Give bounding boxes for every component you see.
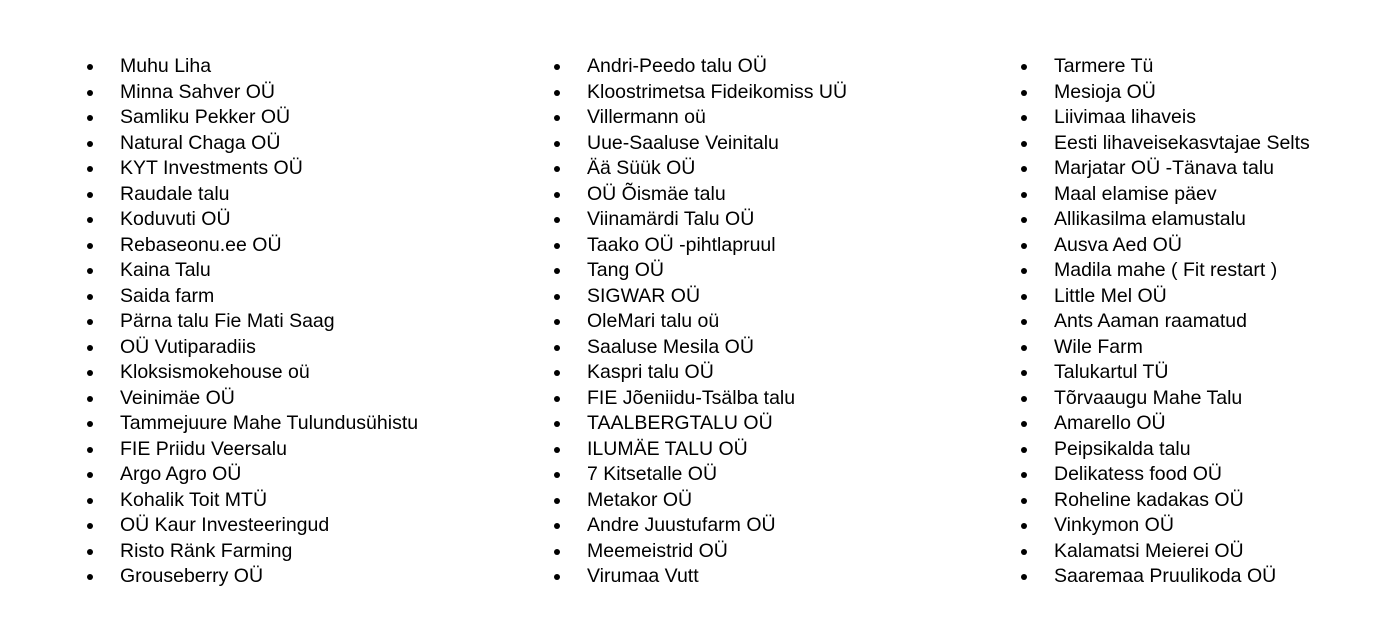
list-item-label: ILUMÄE TALU OÜ <box>587 437 748 460</box>
bullet-icon <box>84 258 120 284</box>
list-item-label: FIE Priidu Veersalu <box>120 437 287 460</box>
list-item-label: Allikasilma elamustalu <box>1054 208 1246 230</box>
bullet-icon <box>551 131 587 157</box>
list-item-label: Vinkymon OÜ <box>1054 514 1174 536</box>
bullet-icon <box>84 80 120 106</box>
list-item-label: Kohalik Toit MTÜ <box>120 488 268 511</box>
list-item-label: Tõrvaaugu Mahe Talu <box>1054 386 1243 409</box>
bullet-icon <box>551 233 587 259</box>
list-item-label: Raudale talu <box>120 182 230 205</box>
bullet-icon <box>551 539 587 565</box>
bullet-icon <box>551 207 587 233</box>
bullet-icon <box>551 80 587 106</box>
list-item-label: Maal elamise päev <box>1054 182 1217 205</box>
list-item-label: Natural Chaga OÜ <box>120 131 281 154</box>
list-item-label: Wile Farm <box>1054 335 1143 358</box>
bullet-icon <box>1018 156 1054 182</box>
bullet-icon <box>84 335 120 361</box>
list-item-label: Mesioja OÜ <box>1054 80 1156 103</box>
list-item-label: Risto Ränk Farming <box>120 539 293 562</box>
bullet-icon <box>551 258 587 284</box>
bullet-icon <box>84 488 120 514</box>
bullet-icon <box>84 411 120 437</box>
bullet-icon <box>551 437 587 463</box>
bullet-icon <box>84 437 120 463</box>
bullet-icon <box>1018 182 1054 208</box>
list-item-label: Virumaa Vutt <box>587 565 699 587</box>
list-item-label: KYT Investments OÜ <box>120 157 303 179</box>
list-item-label: Tarmere Tü <box>1054 55 1154 77</box>
bullet-icon <box>1018 105 1054 131</box>
list-item-label: Viinamärdi Talu OÜ <box>587 208 755 230</box>
list-item-label: Kaina Talu <box>120 259 211 281</box>
list-item-label: Saaremaa Pruulikoda OÜ <box>1054 565 1277 587</box>
bullet-icon <box>1018 335 1054 361</box>
list-item-label: Amarello OÜ <box>1054 412 1166 434</box>
bullet-icon <box>1018 539 1054 565</box>
list-item-label: OÜ Kaur Investeeringud <box>120 514 330 536</box>
list-item-label: Kloostrimetsa Fideikomiss UÜ <box>587 80 848 103</box>
bullet-icon <box>551 182 587 208</box>
list-item-label: Uue-Saaluse Veinitalu <box>587 131 779 154</box>
list-item-label: Roheline kadakas OÜ <box>1054 488 1244 511</box>
list-item-label: Koduvuti OÜ <box>120 208 231 230</box>
bullet-icon <box>1018 360 1054 386</box>
bullet-icon <box>551 513 587 539</box>
bullet-icon <box>84 156 120 182</box>
bullet-icon <box>551 105 587 131</box>
bullet-icon <box>1018 233 1054 259</box>
list-item-label: Tang OÜ <box>587 259 664 281</box>
list-item-label: Metakor OÜ <box>587 488 693 511</box>
bullet-icon <box>551 386 587 412</box>
bullet-icon <box>551 54 587 80</box>
list-item-label: Kloksismokehouse oü <box>120 361 310 383</box>
list-item-label: Ausva Aed OÜ <box>1054 233 1182 256</box>
bullet-icon <box>84 360 120 386</box>
bullet-icon <box>1018 80 1054 106</box>
list-item-label: Saaluse Mesila OÜ <box>587 335 754 358</box>
bullet-icon <box>1018 386 1054 412</box>
list-item-label: OÜ Õismäe talu <box>587 182 726 205</box>
bullet-icon <box>84 462 120 488</box>
bullet-icon <box>1018 258 1054 284</box>
bullet-icon <box>551 360 587 386</box>
bullet-icon <box>84 513 120 539</box>
list-item-label: Liivimaa lihaveis <box>1054 106 1196 128</box>
bullet-icon <box>84 207 120 233</box>
bullet-icon <box>84 564 120 590</box>
bullet-icon <box>1018 131 1054 157</box>
list-item-label: Ää Süük OÜ <box>587 157 696 179</box>
bullet-icon <box>84 284 120 310</box>
list-item-label: Meemeistrid OÜ <box>587 539 728 562</box>
list-item-label: Madila mahe ( Fit restart ) <box>1054 259 1278 281</box>
bullet-icon <box>1018 488 1054 514</box>
list-item-label: Grouseberry OÜ <box>120 565 264 587</box>
list-item-label: Little Mel OÜ <box>1054 284 1167 307</box>
list-item-label: Tammejuure Mahe Tulundusühistu <box>120 412 419 434</box>
list-item-label: Minna Sahver OÜ <box>120 80 275 103</box>
bullet-icon <box>84 131 120 157</box>
bullet-icon <box>1018 462 1054 488</box>
list-item-label: Andre Juustufarm OÜ <box>587 514 776 536</box>
list-item-label: Samliku Pekker OÜ <box>120 106 291 128</box>
bullet-icon <box>1018 513 1054 539</box>
list-item-label: Taako OÜ -pihtlapruul <box>587 233 776 256</box>
list-item-label: Kalamatsi Meierei OÜ <box>1054 539 1244 562</box>
list-item-label: Andri-Peedo talu OÜ <box>587 55 767 77</box>
list-item-label: TAALBERGTALU OÜ <box>587 412 773 434</box>
list-item-label: Ants Aaman raamatud <box>1054 310 1247 332</box>
list-item-label: Muhu Liha <box>120 55 212 77</box>
list-item-label: OleMari talu oü <box>587 310 720 332</box>
bullet-icon <box>84 309 120 335</box>
bullet-icon <box>1018 284 1054 310</box>
bullet-icon <box>84 182 120 208</box>
bullet-icon <box>84 105 120 131</box>
list-item-label: Marjatar OÜ -Tänava talu <box>1054 157 1274 179</box>
bullet-icon <box>84 386 120 412</box>
list-item-label: Saida farm <box>120 284 215 307</box>
bullet-icon <box>1018 411 1054 437</box>
bullet-icon <box>1018 309 1054 335</box>
list-item-label: FIE Jõeniidu-Tsälba talu <box>587 386 796 409</box>
bullet-icon <box>1018 564 1054 590</box>
bullet-icon <box>551 564 587 590</box>
bullet-icon <box>551 284 587 310</box>
bullet-icon <box>551 156 587 182</box>
list-item-label: Kaspri talu OÜ <box>587 361 714 383</box>
bullet-icon <box>551 335 587 361</box>
list-item-label: Eesti lihaveisekasvtajae Selts <box>1054 131 1310 154</box>
list-item-label: Veinimäe OÜ <box>120 386 235 409</box>
list-item-label: OÜ Vutiparadiis <box>120 335 256 358</box>
list-item-label: Pärna talu Fie Mati Saag <box>120 310 335 332</box>
bullet-icon <box>551 462 587 488</box>
list-item-label: SIGWAR OÜ <box>587 284 701 307</box>
list-item-label: Villermann oü <box>587 106 706 128</box>
bullet-icon <box>551 411 587 437</box>
list-item-label: Talukartul TÜ <box>1054 361 1169 383</box>
bullet-icon <box>1018 207 1054 233</box>
bullet-icon <box>1018 54 1054 80</box>
bullet-icon <box>84 539 120 565</box>
bullet-icon <box>551 488 587 514</box>
list-item-label: Argo Agro OÜ <box>120 463 242 485</box>
bullet-icon <box>1018 437 1054 463</box>
bullet-icon <box>84 54 120 80</box>
list-item-label: 7 Kitsetalle OÜ <box>587 463 718 485</box>
bullet-icon <box>551 309 587 335</box>
list-item-label: Rebaseonu.ee OÜ <box>120 233 282 256</box>
bullet-icon <box>84 233 120 259</box>
list-item-label: Peipsikalda talu <box>1054 437 1191 460</box>
list-item-label: Delikatess food OÜ <box>1054 463 1222 485</box>
